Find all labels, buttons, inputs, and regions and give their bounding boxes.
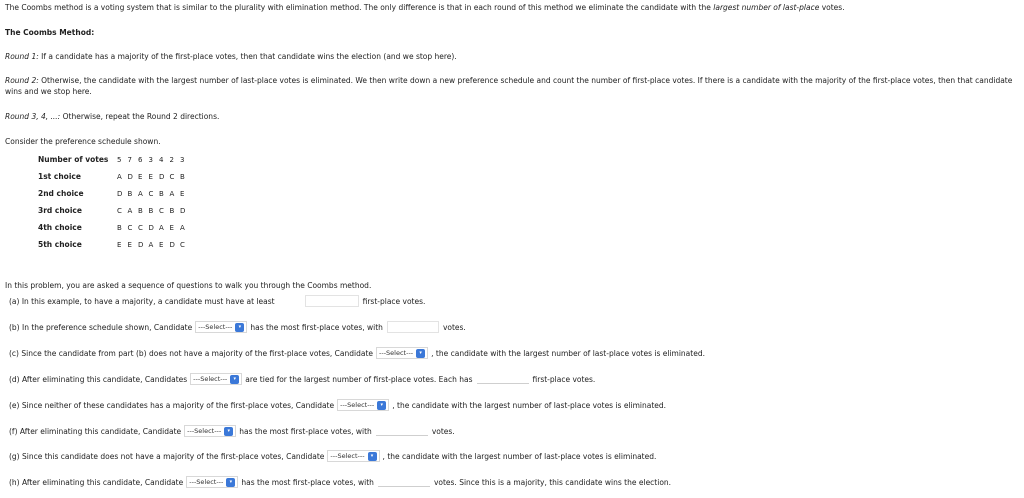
question-b: (b) In the preference schedule shown, Candidate ---Select--- ▾ has the most first-place votes, with votes.	[9, 322, 466, 332]
round-2: Round 2: Otherwise, the candidate with the largest number of last-place votes is eliminated. We then write down a new preference schedule and count the number of first-place votes. If there is a candidate with the majority of the first-place votes, then that candidate wins and we stop here.	[5, 76, 1013, 96]
choice-cell: D	[169, 240, 175, 249]
consider-text: Consider the preference schedule shown.	[5, 137, 161, 146]
choice-cell: A	[148, 240, 154, 249]
choice-row	[38, 202, 191, 219]
choice-label: 4th choice	[38, 223, 82, 232]
choice-cell: E	[169, 223, 174, 232]
choice-cell: B	[180, 172, 185, 181]
choice-cell: C	[159, 206, 164, 215]
choice-row	[38, 219, 191, 236]
choice-cell: E	[180, 189, 185, 198]
choice-cell: E	[117, 240, 122, 249]
candidate-select-e[interactable]: ---Select--- ▾	[337, 399, 389, 411]
question-h: (h) After eliminating this candidate, Candidate ---Select--- ▾ has the most first-place votes, with votes. Since this is a majority, this candidate wins the election.	[9, 477, 672, 487]
choice-row	[38, 168, 191, 185]
votes-cell: 7	[127, 155, 132, 164]
question-a: (a) In this example, to have a majority, a candidate must have at least first-place votes.	[9, 296, 426, 306]
candidate-select-g[interactable]: ---Select--- ▾	[327, 450, 379, 462]
votes-row	[38, 151, 191, 168]
choice-cell: E	[159, 240, 164, 249]
dropdown-arrow-icon: ▾	[230, 375, 239, 384]
question-d: (d) After eliminating this candidate, Candidates ---Select--- ▾ are tied for the largest number of first-place votes. Each has first-place votes.	[9, 374, 596, 384]
votes-label: Number of votes	[38, 155, 109, 164]
dropdown-arrow-icon: ▾	[368, 452, 377, 461]
method-heading: The Coombs Method:	[5, 28, 95, 37]
choice-cell: E	[148, 172, 153, 181]
choice-cell: D	[148, 223, 154, 232]
votes-input-f[interactable]	[376, 426, 428, 436]
first-place-votes-input-d[interactable]	[477, 374, 529, 384]
intro-text: The Coombs method is a voting system that is similar to the plurality with elimination method. The only difference is that in each round of this method we eliminate the candidate with the largest number of last-place votes.	[5, 3, 845, 12]
choice-cell: A	[169, 189, 175, 198]
votes-input-h[interactable]	[378, 477, 430, 487]
choice-cell: A	[117, 172, 122, 181]
choice-label: 3rd choice	[38, 206, 82, 215]
choice-cell: D	[180, 206, 186, 215]
question-e: (e) Since neither of these candidates has a majority of the first-place votes, Candidate ---Select--- ▾ , the candidate with the largest number of last-place votes is eliminated.	[9, 400, 667, 410]
candidates-select-d[interactable]: ---Select--- ▾	[190, 373, 242, 385]
choice-cell: D	[159, 172, 165, 181]
problem-intro: In this problem, you are asked a sequence of questions to walk you through the Coombs method.	[5, 281, 372, 290]
choice-cell: E	[127, 240, 132, 249]
question-c: (c) Since the candidate from part (b) does not have a majority of the first-place votes, Candidate ---Select--- ▾ , the candidate with the largest number of last-place votes is eliminated.	[9, 348, 705, 358]
candidate-select-f[interactable]: ---Select--- ▾	[184, 425, 236, 437]
votes-cell: 5	[117, 155, 122, 164]
dropdown-arrow-icon: ▾	[416, 349, 425, 358]
dropdown-arrow-icon: ▾	[224, 427, 233, 436]
choice-label: 2nd choice	[38, 189, 84, 198]
choice-cell: A	[180, 223, 185, 232]
intro-emphasis: largest number of last-place	[713, 3, 820, 12]
choice-cell: B	[159, 189, 164, 198]
choice-label: 1st choice	[38, 172, 81, 181]
choice-cell: B	[169, 206, 175, 215]
choice-cell: B	[127, 189, 133, 198]
choice-cell: B	[138, 206, 143, 215]
choice-cell: D	[117, 189, 123, 198]
votes-cell: 2	[169, 155, 174, 164]
votes-cell: 4	[159, 155, 164, 164]
choice-label: 5th choice	[38, 240, 82, 249]
question-g: (g) Since this candidate does not have a majority of the first-place votes, Candidate ---Select--- ▾ , the candidate with the largest number of last-place votes is eliminated.	[9, 451, 657, 461]
choice-cell: A	[127, 206, 133, 215]
dropdown-arrow-icon: ▾	[377, 401, 386, 410]
round-3: Round 3, 4, ...: Otherwise, repeat the Round 2 directions.	[5, 112, 220, 121]
votes-cell: 3	[148, 155, 153, 164]
votes-cell: 6	[138, 155, 143, 164]
dropdown-arrow-icon: ▾	[226, 478, 235, 487]
candidate-select-b[interactable]: ---Select--- ▾	[195, 321, 247, 333]
candidate-select-h[interactable]: ---Select--- ▾	[186, 476, 238, 488]
choice-row	[38, 185, 191, 202]
votes-cell: 3	[180, 155, 185, 164]
choice-cell: B	[148, 206, 154, 215]
choice-cell: B	[117, 223, 122, 232]
choice-cell: C	[138, 223, 143, 232]
votes-input-b[interactable]	[387, 321, 439, 333]
choice-cell: D	[127, 172, 133, 181]
choice-cell: E	[138, 172, 143, 181]
choice-cell: A	[138, 189, 143, 198]
choice-cell: C	[148, 189, 154, 198]
choice-cell: C	[169, 172, 175, 181]
majority-votes-input[interactable]	[305, 295, 359, 307]
choice-cell: C	[117, 206, 122, 215]
dropdown-arrow-icon: ▾	[235, 323, 244, 332]
question-f: (f) After eliminating this candidate, Candidate ---Select--- ▾ has the most first-place votes, with votes.	[9, 426, 455, 436]
choice-cell: C	[127, 223, 133, 232]
preference-schedule	[38, 151, 191, 253]
choice-row	[38, 236, 191, 253]
choice-cell: D	[138, 240, 144, 249]
candidate-select-c[interactable]: ---Select--- ▾	[376, 347, 428, 359]
choice-cell: A	[159, 223, 164, 232]
round-1: Round 1: If a candidate has a majority of the first-place votes, then that candidate wins the election (and we stop here).	[5, 52, 457, 61]
choice-cell: C	[180, 240, 185, 249]
